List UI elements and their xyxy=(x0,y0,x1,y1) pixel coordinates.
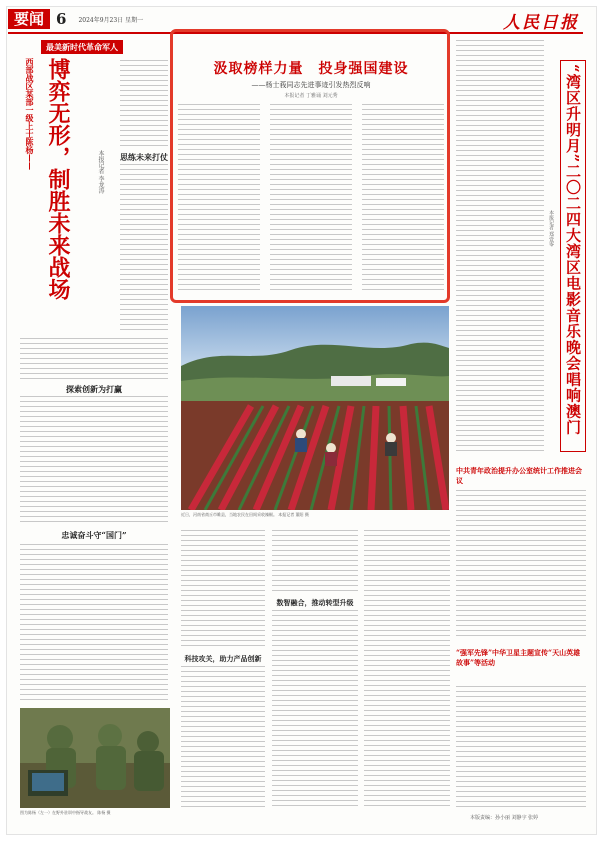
right-vertical-headline: “湾区升明月”二〇二四大湾区电影音乐晚会唱响澳门 xyxy=(564,64,582,436)
left-byline: 本报记者 李龙涛 xyxy=(97,150,104,194)
newspaper-logo: 人民日报 xyxy=(503,13,579,33)
left-subhead-1: 思练未来打仗 xyxy=(120,152,168,162)
right-news-headline-1: 中共青年政治提升办公室统计工作推进会议 xyxy=(456,466,582,485)
left-body-text xyxy=(20,338,168,380)
center-lower-body xyxy=(181,530,265,650)
center-lower-body xyxy=(181,666,265,811)
soldier-photo xyxy=(20,708,170,808)
center-subhead-1: 科技攻关，助力产品创新 xyxy=(184,654,262,663)
right-news-headline-2: “强军先锋”中华卫星主题宣传“天山英雄故事”等活动 xyxy=(456,648,581,667)
left-body-text xyxy=(120,60,168,150)
issue-date: 2024年9月23日 星期一 xyxy=(78,16,144,24)
article-byline: 本报记者 丁雅诵 刘元秀 xyxy=(284,93,338,99)
field-harvest-photo xyxy=(181,306,449,510)
article-body-col-3 xyxy=(362,104,444,294)
right-news-body-2 xyxy=(456,686,586,810)
center-lower-body xyxy=(272,610,358,810)
soldier-photo-caption: 图为陈杨（左一）在野外驻训中指导战友。 陈杨 摄 xyxy=(20,810,111,815)
right-body-text xyxy=(456,40,544,454)
article-body-col-1 xyxy=(178,104,260,294)
section-name: 要闻 xyxy=(8,9,50,29)
right-news-body-1 xyxy=(456,490,586,640)
center-lower-body xyxy=(364,530,450,810)
left-body-text xyxy=(120,164,168,332)
center-subhead-2: 数智融合，推动转型升级 xyxy=(276,598,354,607)
section-header xyxy=(8,8,143,30)
field-photo-caption: 近日，河南省商丘市睢县，当地农民在田间采收辣椒。 本报记者 董阳 摄 xyxy=(181,512,309,517)
article-body-col-2 xyxy=(270,104,352,294)
headline-kicker: 西部战区某部一级上士陈杨—— xyxy=(25,58,35,170)
center-lower-body xyxy=(272,530,358,594)
right-byline: 本报记者 郑壹零 xyxy=(548,210,554,247)
article-title: 汲取榜样力量 投身强国建设 xyxy=(213,61,409,77)
page-footer: 本版责编：孙小丽 刘静宇 张婷 xyxy=(470,815,539,821)
left-body-text xyxy=(20,396,168,526)
column-tag: 最美新时代革命军人 xyxy=(41,40,123,54)
page-number: 6 xyxy=(56,10,67,28)
main-headline: 博弈无形，制胜未来战场 xyxy=(45,58,71,300)
left-body-text xyxy=(20,544,168,704)
left-subhead-3: 忠诚奋斗守“国门” xyxy=(61,530,127,540)
left-subhead-2: 探索创新为打赢 xyxy=(66,384,122,394)
article-subtitle: ——杨士莪同志先进事迹引发热烈反响 xyxy=(251,81,371,89)
